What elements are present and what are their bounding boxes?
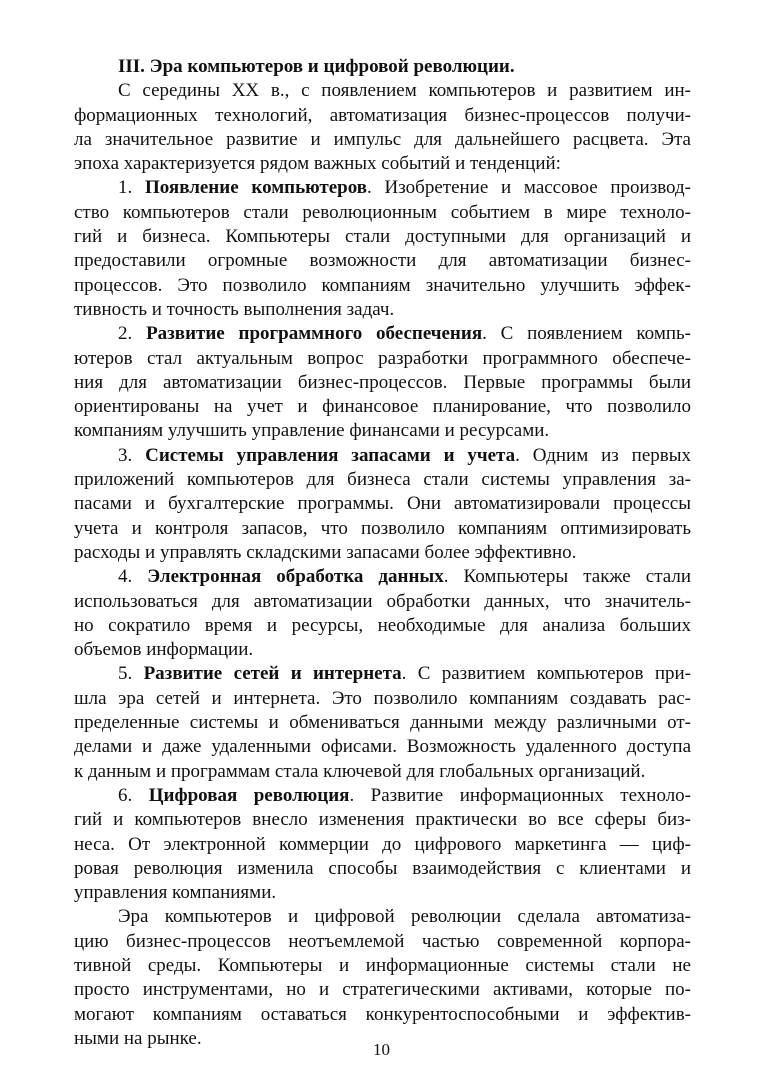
list-item-2 [74,322,691,443]
paragraph-line: ла значительное развитие и импульс для дальнейшего расцвета. Эта [74,128,691,150]
paragraph-line: тивность и точность выполнения задач. [74,298,395,320]
item-text: . С появлением компь- [482,323,692,345]
item-text: . С развитием компьютеров при- [401,663,691,685]
paragraph-line: шла эра сетей и интернета. Это позволило компаниям создавать рас- [74,687,691,709]
item-number: 3. [118,444,133,466]
section-heading: III. Эра компьютеров и цифровой революции. [118,56,515,77]
item-text: . Развитие информационных техноло- [349,784,692,806]
item-title: Развитие сетей и интернета [143,663,402,685]
paragraph-line: эпоха характеризуется рядом важных событий и тенденций: [74,153,561,175]
paragraph-line: ютеров стал актуальным вопрос разработки программного обеспече- [74,347,691,369]
list-item-4 [74,565,691,662]
paragraph-line: пасами и бухгалтерские программы. Они автоматизировали процессы [74,493,691,515]
paragraph-line: гий и бизнеса. Компьютеры стали доступными для организаций и [74,226,691,248]
item-number: 4. [118,566,133,588]
list-item-first-line [74,176,691,200]
paragraph-line: Эра компьютеров и цифровой революции сделала автоматиза- [118,906,691,928]
paragraph-line: просто инструментами, но и стратегическими активами, которые по- [74,979,691,1001]
paragraph-line: тивной среды. Компьютеры и информационные системы стали не [74,954,691,976]
list-item-6 [74,784,691,905]
paragraph-line: гий и компьютеров внесло изменения практически во все сферы биз- [74,809,691,831]
paragraph-line: объемов информации. [74,639,254,661]
paragraph-line: но сократило время и ресурсы, необходимые для анализа больших [74,614,691,636]
list-item-first-line [74,565,691,589]
paragraph-line: приложений компьютеров для бизнеса стали системы управления за- [74,469,691,491]
list-item-3 [74,444,691,565]
paragraph-line: к данным и программам стала ключевой для глобальных организаций. [74,760,646,782]
item-title: Появление компьютеров [145,177,368,199]
paragraph-line: цию бизнес-процессов неотъемлемой частью современной корпора- [74,930,691,952]
item-number: 1. [118,177,133,199]
paragraph-line: ство компьютеров стали революционным событием в мире техноло- [74,201,691,223]
paragraph-line: процессов. Это позволило компаниям значительно улучшить эффек- [74,274,691,296]
paragraph-line: делами и даже удаленными офисами. Возможность удаленного доступа [74,736,691,758]
item-text: . Компьютеры также стали [443,566,691,588]
paragraph-line: могают компаниям оставаться конкурентоспособными и эффектив- [74,1003,691,1025]
list-item-5 [74,662,691,783]
paragraph-line: управления компаниями. [74,882,277,904]
paragraph-line: предоставили огромные возможности для автоматизации бизнес- [74,250,691,272]
item-title: Развитие программного обеспечения [146,323,483,345]
paragraph-line: ровая революция изменила способы взаимодействия с клиентами и [74,857,691,879]
paragraph-line: ными на рынке. [74,1027,202,1049]
paragraph-line: неса. От электронной коммерции до цифрового маркетинга — циф- [74,833,691,855]
page-body [74,55,691,1051]
paragraph-line: пределенные системы и обмениваться данными между различными от- [74,712,691,734]
item-number: 5. [118,663,133,685]
item-number: 6. [118,784,133,806]
paragraph-line: С середины XX в., с появлением компьютеров и развитием ин- [118,80,691,102]
list-item-first-line [74,322,691,346]
item-number: 2. [118,323,133,345]
intro-paragraph [74,79,691,176]
list-item-1 [74,176,691,322]
paragraph-line: использоваться для автоматизации обработки данных, что значитель- [74,590,691,612]
list-item-first-line [74,662,691,686]
page-number: 10 [373,1040,390,1059]
item-title: Системы управления запасами и учета [145,444,516,466]
paragraph-line: учета и контроля запасов, что позволило компаниям оптимизировать [74,517,691,539]
paragraph-line: ния для автоматизации бизнес-процессов. Первые программы были [74,371,691,393]
paragraph-line: ориентированы на учет и финансовое планирование, что позволило [74,396,691,418]
list-item-first-line [74,444,691,468]
paragraph-line: формационных технологий, автоматизация бизнес-процессов получи- [74,104,691,126]
paragraph-line: компаниям улучшить управление финансами и ресурсами. [74,420,550,442]
list-item-first-line [74,784,691,808]
item-title: Цифровая революция [148,784,350,806]
paragraph-line: расходы и управлять складскими запасами более эффективно. [74,541,577,563]
item-text: . Изобретение и массовое производ- [367,177,692,199]
conclusion-paragraph [74,905,691,1051]
item-text: . Одним из первых [515,444,691,466]
item-title: Электронная обработка данных [147,566,444,588]
